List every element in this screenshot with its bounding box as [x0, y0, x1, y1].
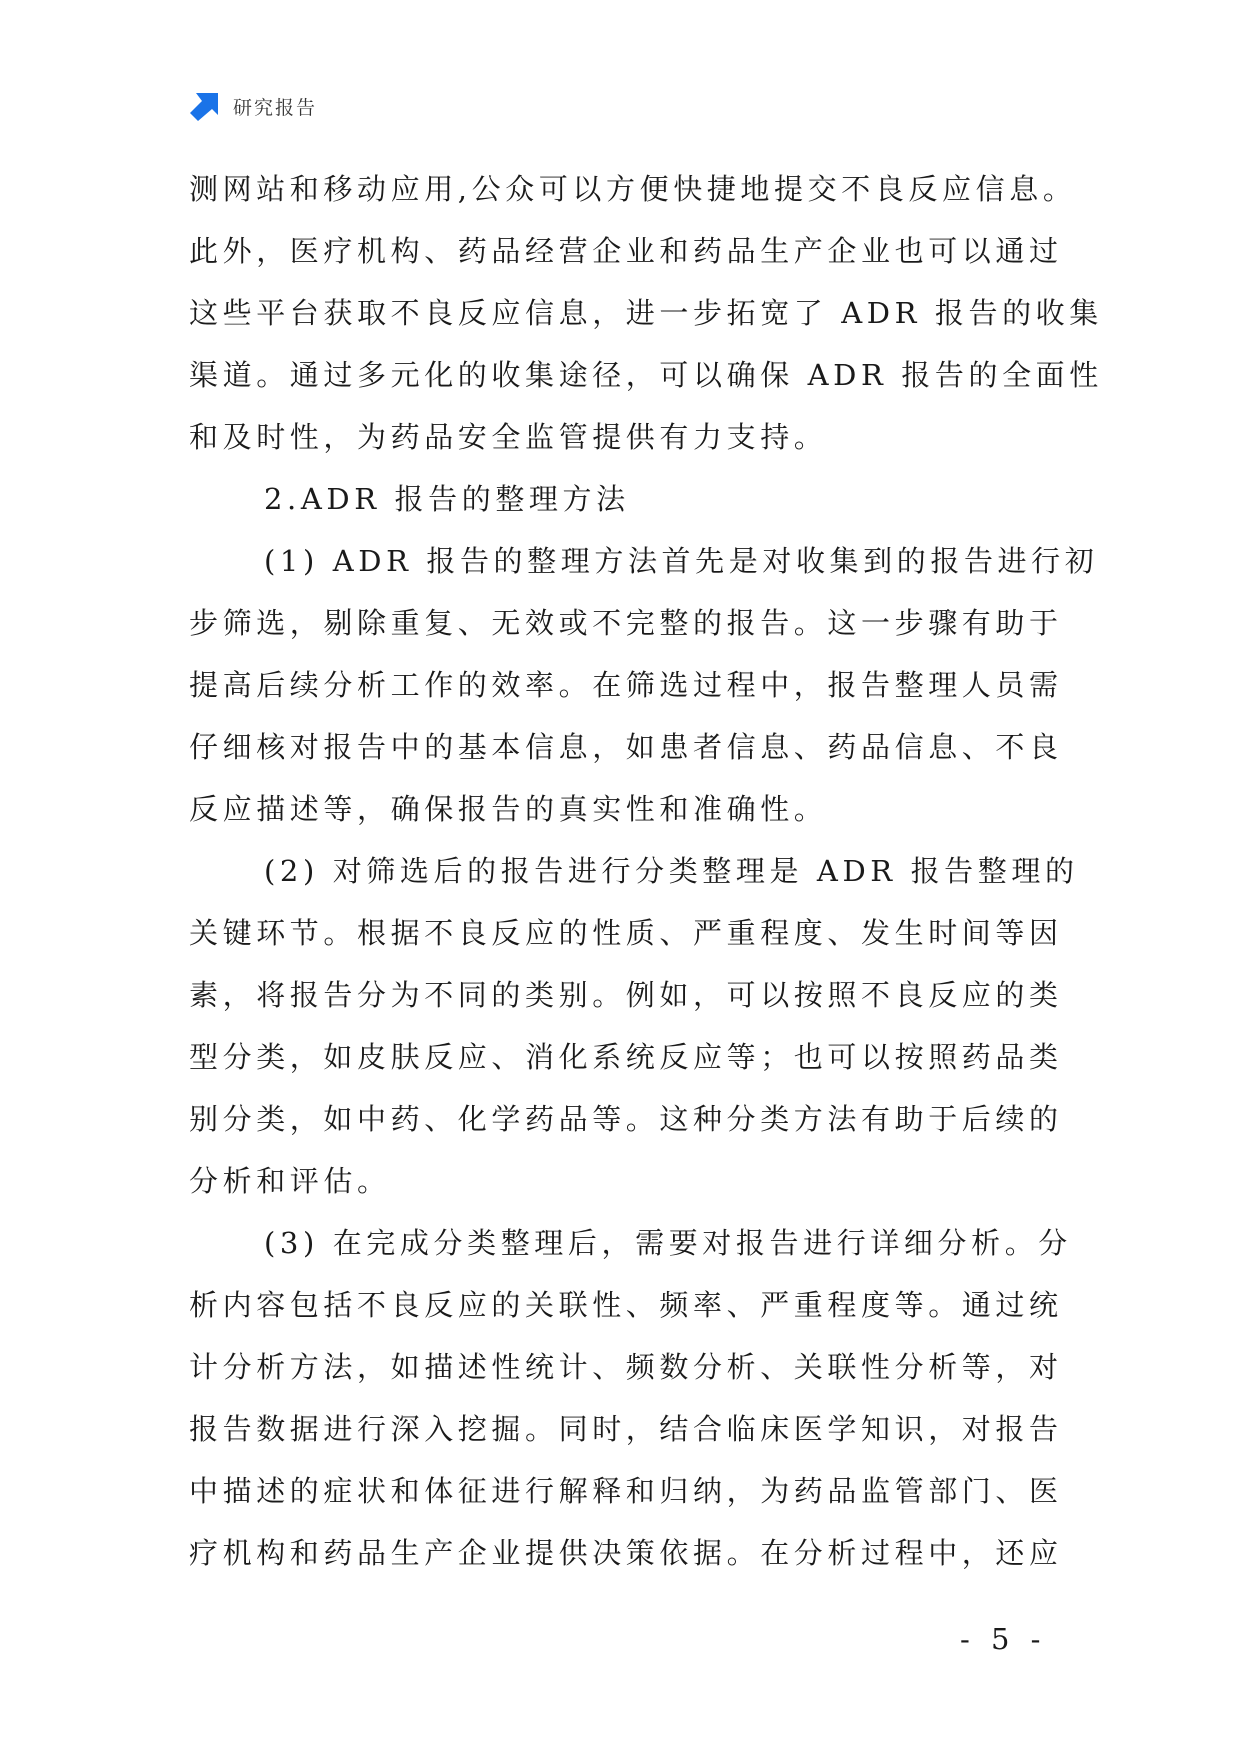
body-line: 分析和评估。	[189, 1164, 391, 1198]
body-line: 中描述的症状和体征进行解释和归纳，为药品监管部门、医	[189, 1474, 1063, 1508]
arrow-up-right-icon	[189, 90, 221, 122]
body-line: 仔细核对报告中的基本信息，如患者信息、药品信息、不良	[189, 730, 1063, 764]
paragraph-start: (2) 对筛选后的报告进行分类整理是 ADR 报告整理的	[264, 854, 1079, 888]
body-line: 素，将报告分为不同的类别。例如，可以按照不良反应的类	[189, 978, 1063, 1012]
body-line: 报告数据进行深入挖掘。同时，结合临床医学知识，对报告	[189, 1412, 1063, 1446]
body-line: 反应描述等，确保报告的真实性和准确性。	[189, 792, 828, 826]
body-line: 疗机构和药品生产企业提供决策依据。在分析过程中，还应	[189, 1536, 1063, 1570]
document-body	[189, 158, 1103, 1584]
body-line: 此外，医疗机构、药品经营企业和药品生产企业也可以通过	[189, 234, 1063, 268]
page-number: - 5 -	[960, 1622, 1047, 1656]
body-line: 渠道。通过多元化的收集途径，可以确保 ADR 报告的全面性	[189, 358, 1103, 392]
page-header	[189, 88, 317, 124]
body-line: 和及时性，为药品安全监管提供有力支持。	[189, 420, 828, 454]
section-heading: 2.ADR 报告的整理方法	[264, 482, 630, 516]
body-line: 计分析方法，如描述性统计、频数分析、关联性分析等，对	[189, 1350, 1063, 1384]
body-line: 型分类，如皮肤反应、消化系统反应等；也可以按照药品类	[189, 1040, 1063, 1074]
body-line: 提高后续分析工作的效率。在筛选过程中，报告整理人员需	[189, 668, 1063, 702]
paragraph-start: (3) 在完成分类整理后，需要对报告进行详细分析。分	[264, 1226, 1072, 1260]
body-line: 别分类，如中药、化学药品等。这种分类方法有助于后续的	[189, 1102, 1063, 1136]
paragraph-start: (1) ADR 报告的整理方法首先是对收集到的报告进行初	[264, 544, 1099, 578]
body-line: 测网站和移动应用,公众可以方便快捷地提交不良反应信息。	[189, 172, 1077, 206]
body-line: 关键环节。根据不良反应的性质、严重程度、发生时间等因	[189, 916, 1063, 950]
body-line: 析内容包括不良反应的关联性、频率、严重程度等。通过统	[189, 1288, 1063, 1322]
header-title: 研究报告	[233, 96, 318, 119]
body-line: 这些平台获取不良反应信息，进一步拓宽了 ADR 报告的收集	[189, 296, 1103, 330]
body-line: 步筛选，剔除重复、无效或不完整的报告。这一步骤有助于	[189, 606, 1063, 640]
